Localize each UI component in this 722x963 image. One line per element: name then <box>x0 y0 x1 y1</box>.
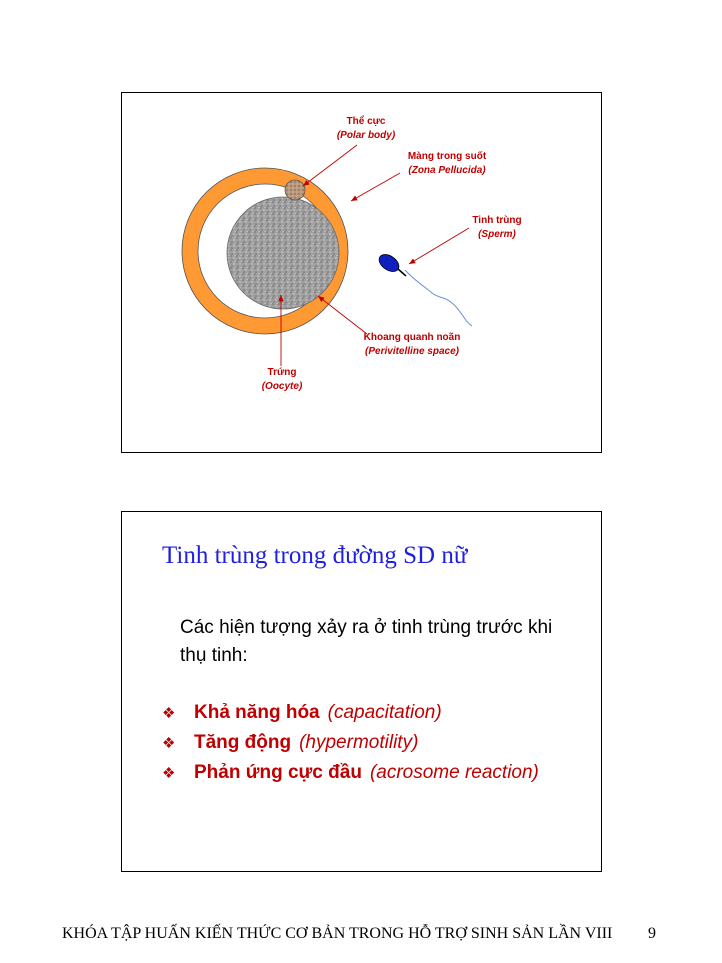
polar-body <box>285 180 305 200</box>
perivitelline-label: Khoang quanh noãn (Perivitelline space) <box>363 332 461 357</box>
list-item: ❖ Tăng động (hypermotility) <box>162 732 419 753</box>
zona-pellucida-label: Màng trong suốt (Zona Pellucida) <box>407 151 487 176</box>
slide-title: Tinh trùng trong đường SD nữ <box>162 542 468 569</box>
sperm-arrow <box>409 228 469 264</box>
polar-body-label: Thể cực (Polar body) <box>336 116 396 141</box>
diamond-bullet-icon: ❖ <box>162 735 176 752</box>
sperm-icon <box>376 251 472 326</box>
list-item: ❖ Khả năng hóa (capacitation) <box>162 702 442 723</box>
bullet-list <box>162 702 539 792</box>
polar-body-arrow <box>303 145 357 186</box>
oocyte-cell <box>227 197 339 309</box>
oocyte-label: Trứng (Oocyte) <box>261 367 303 392</box>
oocyte-diagram-slide <box>121 92 602 453</box>
page-number: 9 <box>648 925 656 942</box>
sperm-female-tract-slide <box>121 511 602 872</box>
diamond-bullet-icon: ❖ <box>162 705 176 722</box>
diamond-bullet-icon: ❖ <box>162 765 176 782</box>
zona-arrow <box>351 173 400 201</box>
list-item: ❖ Phản ứng cực đầu (acrosome reaction) <box>162 762 539 783</box>
oocyte-diagram <box>122 93 600 451</box>
sperm-label: Tinh trùng (Sperm) <box>472 215 522 240</box>
intro-text: Các hiện tượng xảy ra ở tinh trùng trước khi thụ tinh: <box>180 617 553 666</box>
footer-course-title: KHÓA TẬP HUẤN KIẾN THỨC CƠ BẢN TRONG HỖ TRỢ SINH SẢN LẦN VIII <box>62 925 613 942</box>
perivitelline-arrow <box>318 296 367 334</box>
